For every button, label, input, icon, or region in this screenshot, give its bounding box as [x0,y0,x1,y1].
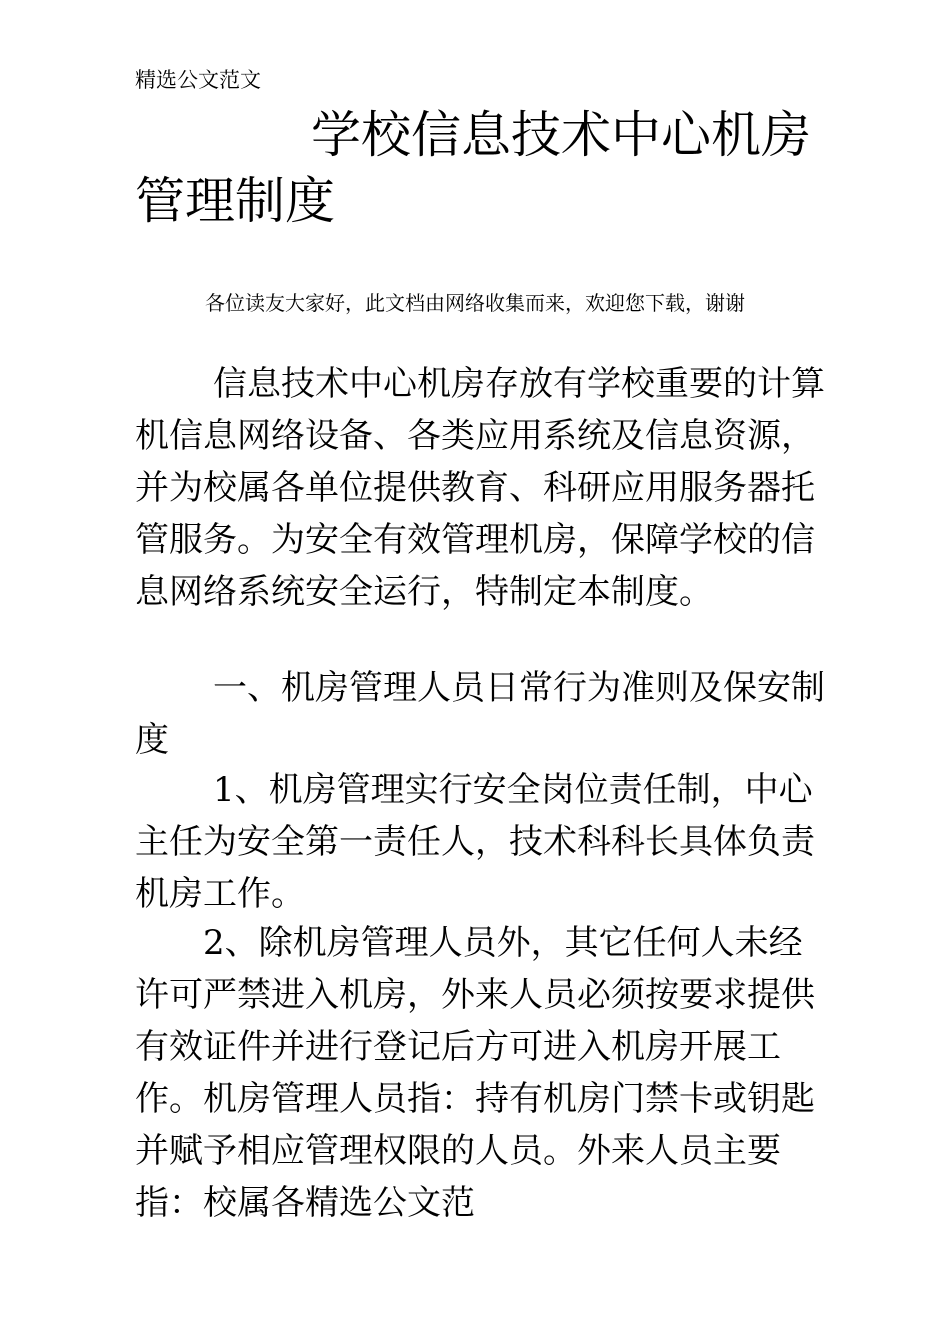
page-header: 精选公文范文 [135,68,261,92]
paragraph-intro: 信息技术中心机房存放有学校重要的计算机信息网络设备、各类应用系统及信息资源，并为校属各单位提供教育、科研应用服务器托管服务。为安全有效管理机房，保障学校的信息网络系统安全运行，特制定本制度。 [135,364,825,612]
paragraph-rule-2: 2、除机房管理人员外，其它任何人未经许可严禁进入机房，外来人员必须按要求提供有效证件并进行登记后方可进入机房开展工作。机房管理人员指：持有机房门禁卡或钥匙并赋予相应管理权限的人员。外来人员主要指：校属各精选公文范 [135,923,815,1223]
section-heading-1: 一、机房管理人员日常行为准则及保安制度 [135,668,825,760]
document-title: 学校信息技术中心机房管理制度 [135,106,811,230]
welcome-note: 各位读友大家好，此文档由网络收集而来，欢迎您下载，谢谢 [205,291,745,315]
paragraph-rule-1: 1、机房管理实行安全岗位责任制，中心主任为安全第一责任人，技术科科长具体负责机房工作。 [135,770,815,914]
